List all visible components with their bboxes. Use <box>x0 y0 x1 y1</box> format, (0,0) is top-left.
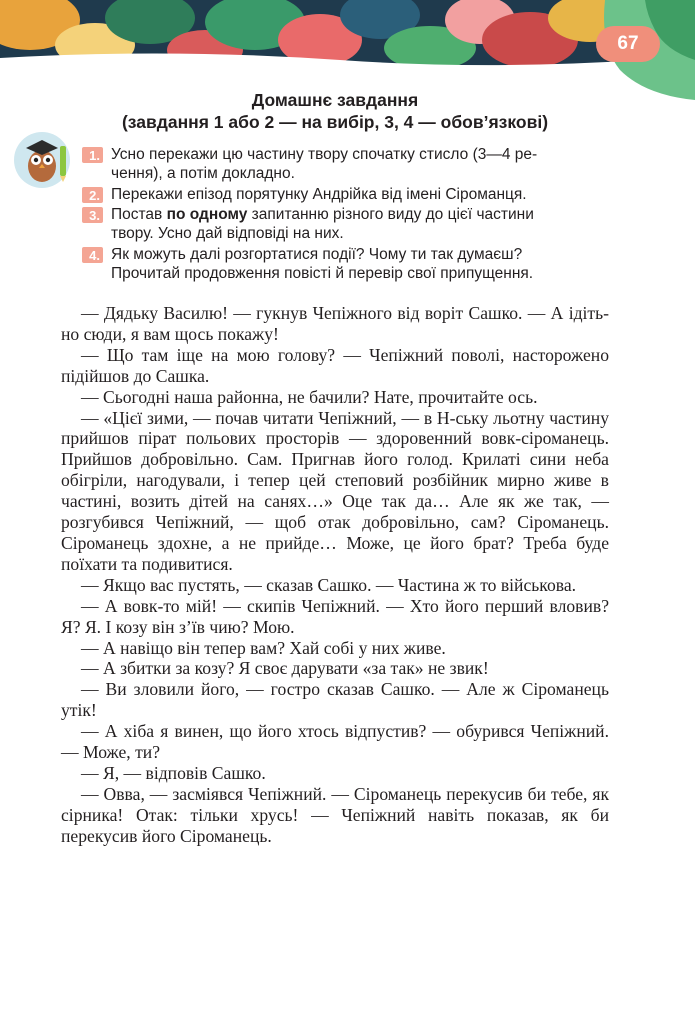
story-paragraph: — А вовк-то мій! — скипів Чепіжний. — Хто його перший вловив? Я? Я. І козу він з’їв чию? Мою. <box>61 595 609 637</box>
task-number: 2. <box>82 187 103 203</box>
emphasis-text: по одному <box>166 206 248 223</box>
story-paragraph: — Овва, — засміявся Чепіжний. — Сіроманець перекусив би тебе, як сірника! Отак: тільки хрусь! — Чепіжний навіть показав, як би перекусив його Сіроманець. <box>61 783 609 846</box>
owl-graduate-icon <box>14 124 76 188</box>
story-paragraph: — Сьогодні наша районна, не бачили? Нате, прочитайте ось. <box>81 386 538 407</box>
story-paragraph: — Якщо вас пустять, — сказав Сашко. — Частина ж то військова. <box>81 574 577 595</box>
task-number: 4. <box>82 247 103 263</box>
task-number: 1. <box>82 147 103 163</box>
task-text: Перекажи епізод порятунку Андрійка від імені Сіроманця. <box>111 186 527 203</box>
task-text: Усно перекажи цю частину твору спочатку стисло (3—4 ре- чення), а потім докладно. <box>111 146 538 182</box>
task-number: 3. <box>82 207 103 223</box>
story-paragraph: — А навіщо він тепер вам? Хай собі у них живе. <box>81 637 446 658</box>
story-paragraph: — Ви зловили його, — гостро сказав Сашко. — Але ж Сіроманець утік! <box>61 679 609 721</box>
task-3 <box>82 205 622 243</box>
story-paragraph: — Що там іще на мою голову? — Чепіжний поволі, насторожено підійшов до Сашка. <box>61 344 609 386</box>
story-paragraph: — А хіба я винен, що його хтось відпустив? — обурився Чепіжний. — Може, ти? <box>61 721 609 763</box>
page-number: 67 <box>596 26 660 62</box>
story-paragraph: — А збитки за козу? Я своє дарувати «за так» не звик! <box>81 658 489 679</box>
story-text <box>61 303 609 847</box>
homework-title: Домашнє завдання <box>251 90 419 110</box>
homework-subtitle: (завдання 1 або 2 — на вибір, 3, 4 — обов’язкові) <box>121 112 549 132</box>
story-paragraph: — «Цієї зими, — почав читати Чепіжний, — в Н-ську льотну частину прийшов пірат польових просторів — здоровенний вовк-сіроманець. Прийшов добровільно. Сам. Пригнав його голод. Крилаті сини неба обігріли, нагодували, і тепер цей степовий розбійник мирно живе в частині, возить дітей на санях…» Оце так да… Але як же так, — розгубився Чепіжний, — щоб отак добровільно, сам? Сіроманець. Сіроманець здохне, а не прийде… Може, це його брат? Треба буде поїхати та подивитися. <box>61 407 609 574</box>
story-paragraph: — Я, — відповів Сашко. <box>81 762 266 783</box>
task-text: Постав по одному запитанню різного виду до цієї частини твору. Усно дай відповіді на них. <box>111 206 534 242</box>
task-2 <box>82 185 622 204</box>
task-4 <box>82 245 622 283</box>
task-1 <box>82 145 622 183</box>
task-text: Як можуть далі розгортатися події? Чому ти так думаєш? Прочитай продовження повісті й перевір свої припущення. <box>111 246 534 282</box>
story-paragraph: — Дядьку Василю! — гукнув Чепіжного від воріт Сашко. — А ідіть-но сюди, я вам щось покажу! <box>61 303 609 344</box>
